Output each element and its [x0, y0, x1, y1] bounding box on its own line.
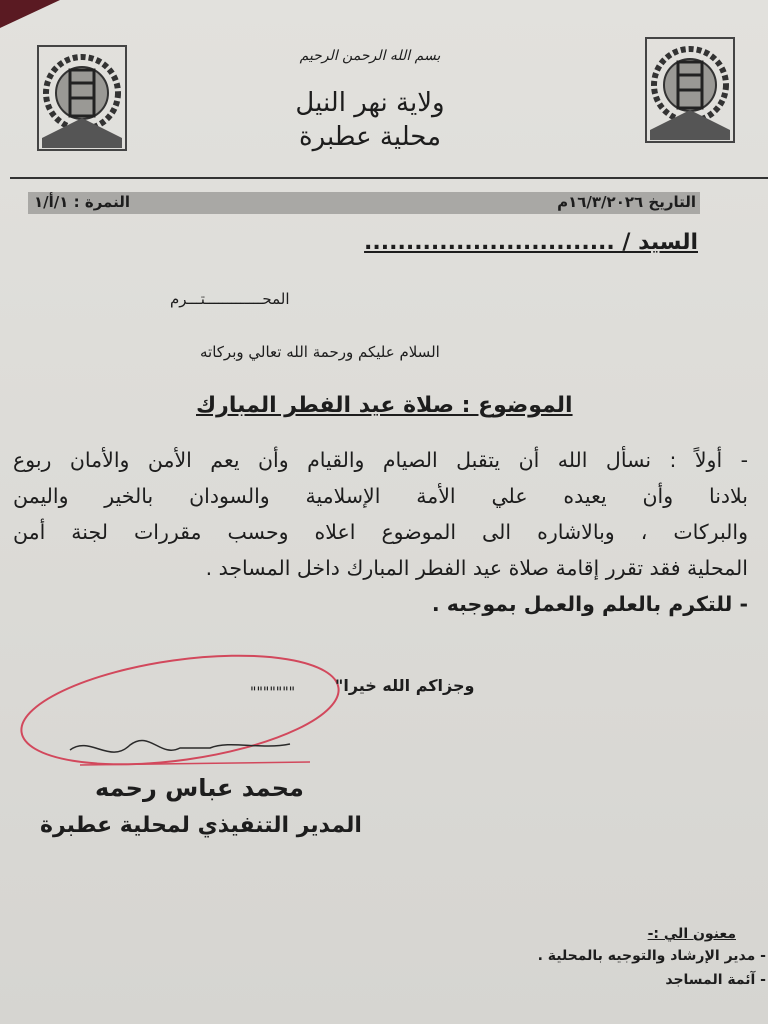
body-paragraph: [13, 442, 748, 622]
body-line: بلادنا وأن يعيده علي الأمة الإسلامية والسودان بالخير واليمن: [13, 484, 748, 508]
body-line: - أولاً : نسأل الله أن يتقبل الصيام والقيام وأن يعم الأمن والأمان ربوع: [13, 448, 748, 472]
background-corner: [0, 0, 60, 28]
thanks-marks: """"""": [250, 685, 296, 701]
signatory-name: محمد عباس رحمه: [95, 774, 304, 802]
signatory-title: المدير التنفيذي لمحلية عطبرة: [40, 813, 362, 838]
thanks: وجزاكم الله خيرا": [335, 676, 475, 695]
greeting: السلام عليكم ورحمة الله تعالي وبركاته: [200, 343, 440, 361]
body-line: والبركات ، وبالاشاره الى الموضوع اعلاه وحسب مقررات لجنة أمن: [13, 520, 748, 544]
body-line: المحلية فقد تقرر إقامة صلاة عيد الفطر المبارك داخل المساجد .: [205, 556, 748, 580]
honorific: المحـــــــــــــتـــرم: [170, 290, 290, 308]
state-name: ولاية نهر النيل: [295, 88, 445, 118]
copies-heading: معنون الي :-: [647, 926, 736, 942]
locality-name: محلية عطبرة: [298, 122, 442, 152]
subject: الموضوع : صلاة عيد الفطر المبارك: [196, 393, 573, 418]
recipient-line: السيد / ..............................: [364, 230, 698, 255]
reference-number: النمرة : ١/أ/١: [34, 193, 131, 211]
closing-item: - للتكرم بالعلم والعمل بموجبه .: [431, 592, 748, 616]
copy-recipient: - مدير الإرشاد والتوجيه بالمحلية .: [537, 948, 766, 964]
signature-stamp: [10, 640, 340, 780]
meta-band: [28, 192, 700, 214]
basmala: بسم الله الرحمن الرحيم: [299, 48, 441, 64]
date: التاريخ ١٦/٣/٢٠٢٦م: [557, 193, 696, 211]
header-divider: [10, 177, 768, 179]
copy-recipient: - آئمة المساجد: [665, 972, 766, 988]
